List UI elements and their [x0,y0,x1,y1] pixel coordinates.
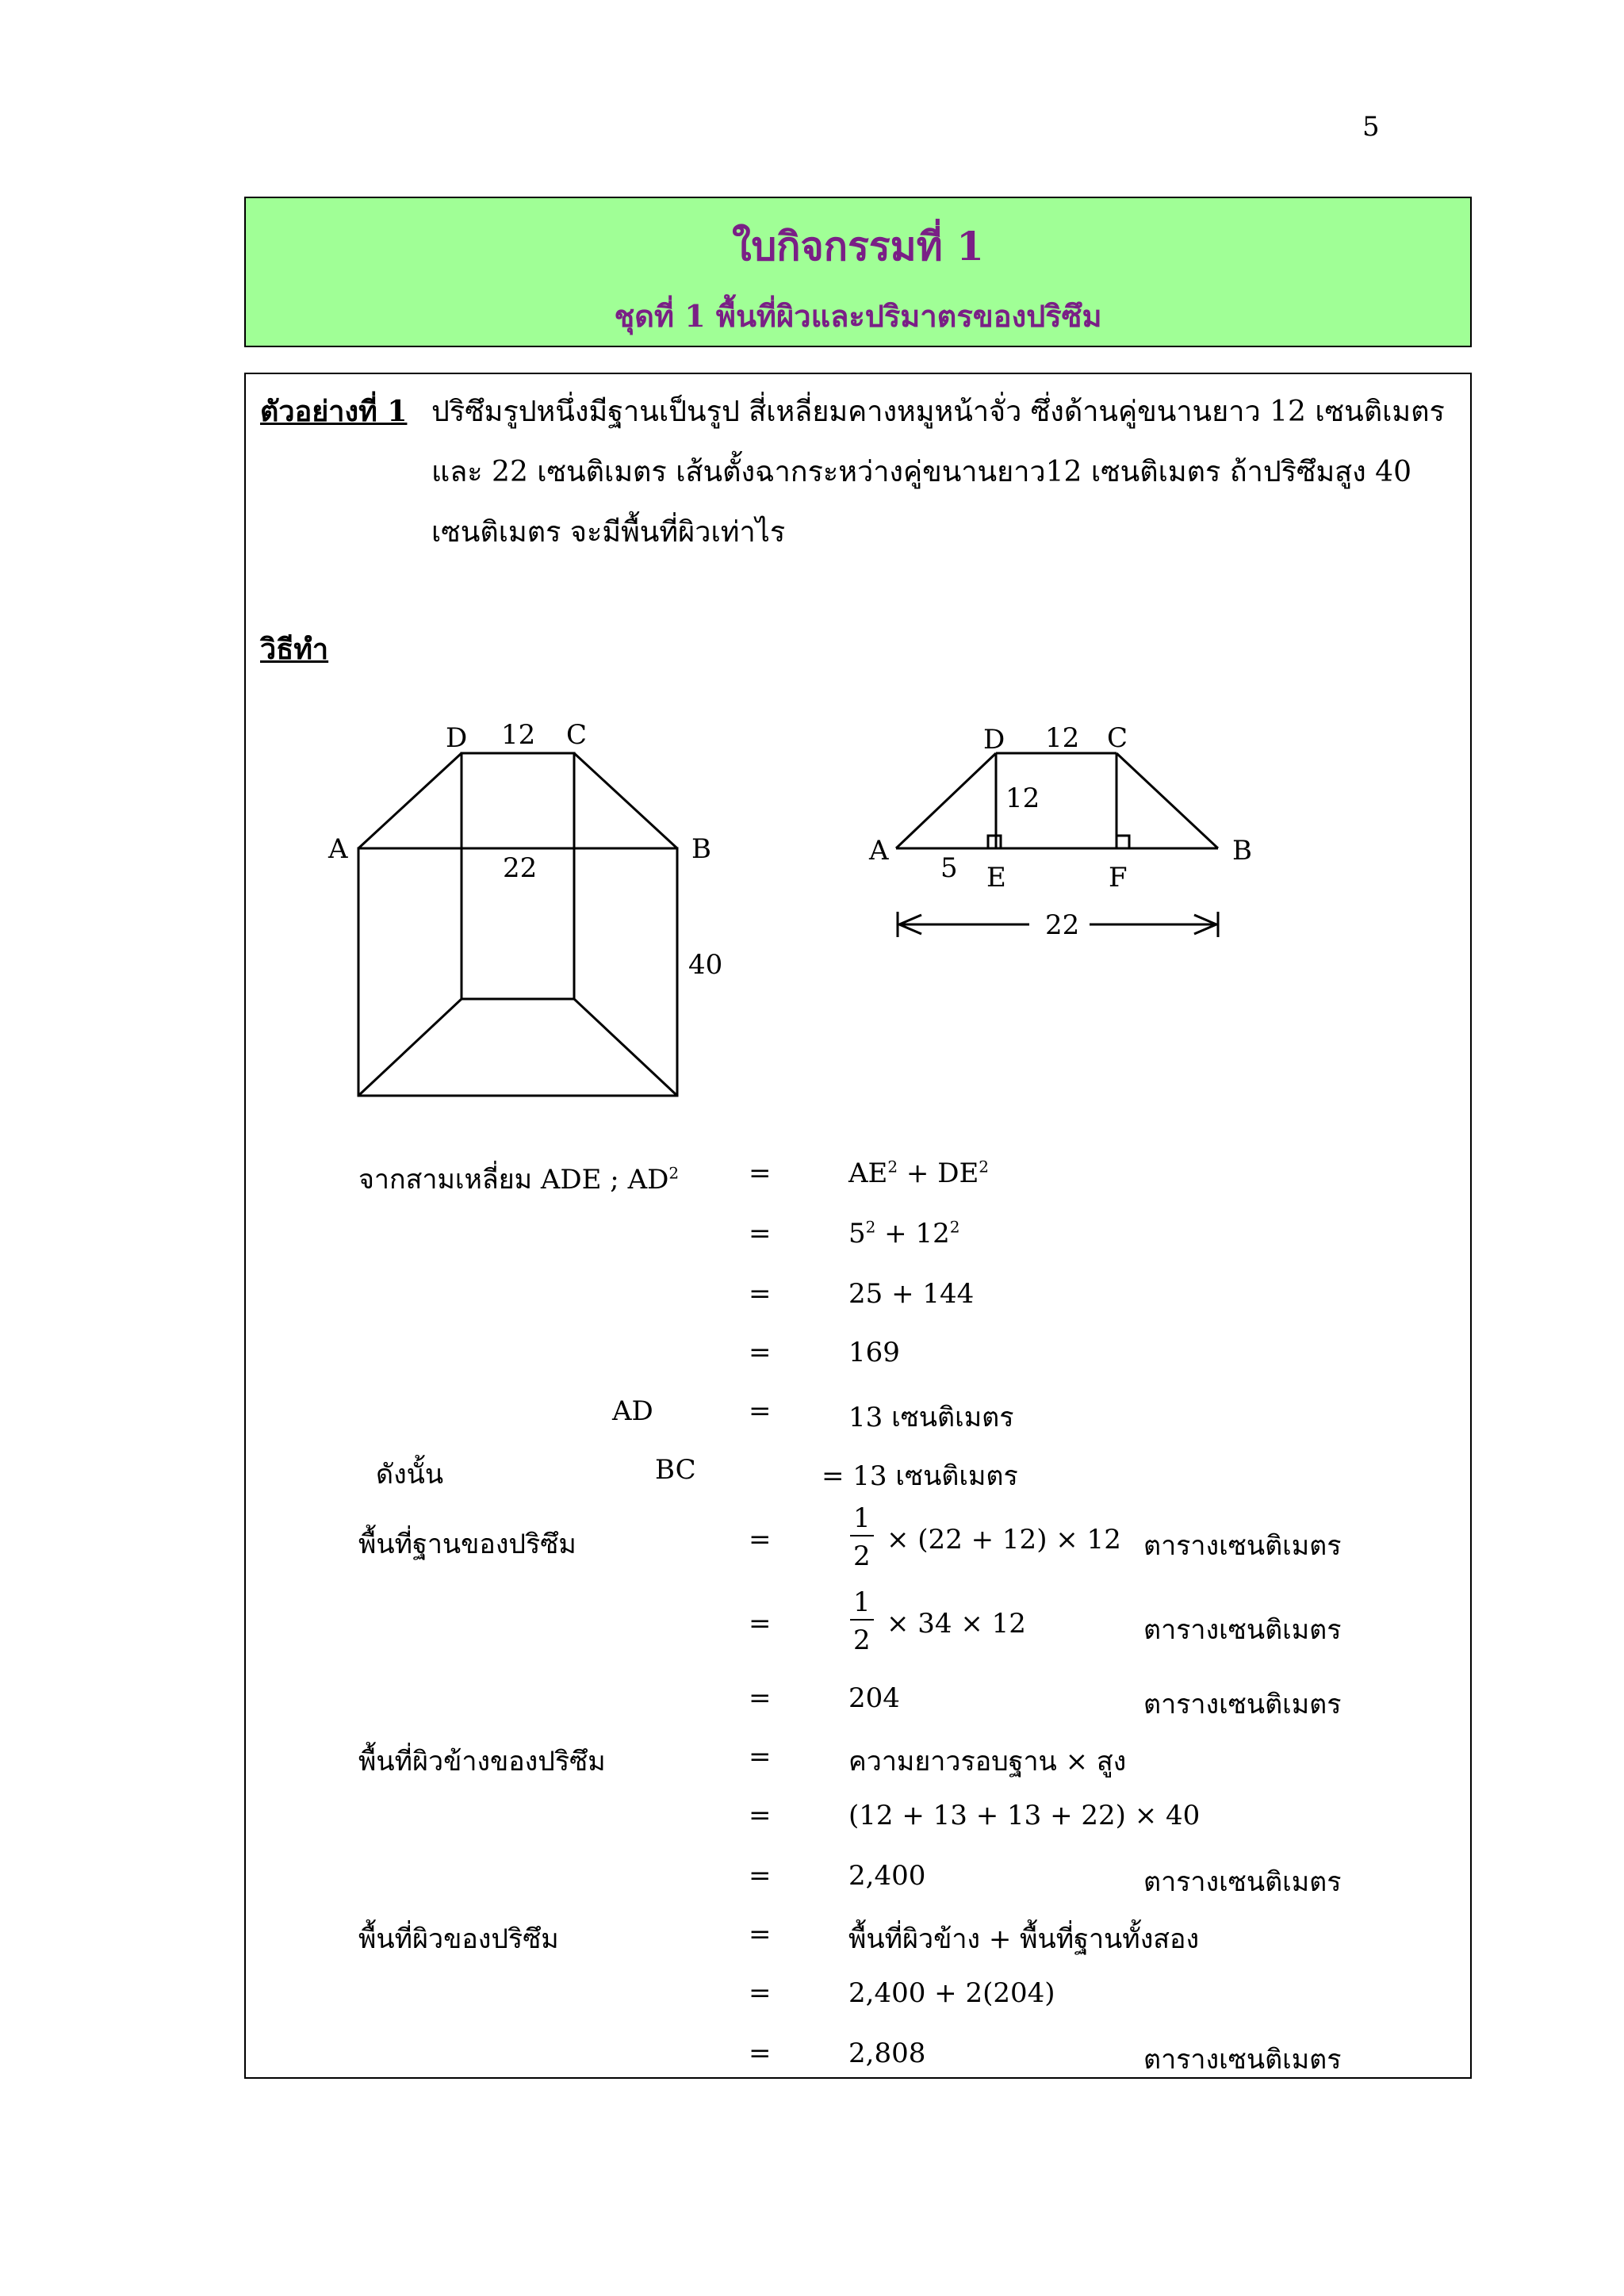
figures [0,0,1624,1126]
equals-3: = [749,1278,772,1310]
triangle-label: จากสามเหลี่ยม ADE ; $AD^2$ [358,1163,680,1196]
fraction-half-2: $\frac{1}{2}$ [850,1589,874,1654]
step-8: × 34 × 12 [887,1608,1026,1640]
trap-label-ae: 5 [940,852,958,884]
equals-8: = [749,1608,772,1640]
step-6: = 13 เซนติเมตร [822,1460,1018,1492]
step-13: พื้นที่ผิวข้าง + พื้นที่ฐานทั้งสอง [848,1923,1200,1955]
equals-12: = [749,1860,772,1892]
step-4: 169 [848,1337,900,1368]
equals-11: = [749,1800,772,1831]
equals-13: = [749,1919,772,1950]
unit-5: ตารางเซนติเมตร [1143,2044,1342,2076]
step-10: ความยาวรอบฐาน × สูง [848,1746,1127,1777]
step-5: 13 เซนติเมตร [848,1402,1014,1433]
trap-edge-bc [1116,753,1218,848]
step-14: 2,400 + 2(204) [848,1977,1055,2009]
equals-1: = [749,1158,772,1189]
step-2: $5^2 + 12^2$ [848,1217,960,1249]
therefore-label: ดังนั้น [376,1459,444,1490]
prism-label-bottom: 22 [503,852,538,884]
equals-4: = [749,1337,772,1368]
unit-1: ตารางเซนติเมตร [1143,1530,1342,1562]
base-area-label: พื้นที่ฐานของปริซึม [358,1529,576,1560]
prism-label-c: C [566,719,588,751]
surface-area-label: พื้นที่ผิวของปริซึม [358,1923,559,1955]
activity-title: ใบกิจกรรมที่ 1 [732,223,984,270]
trap-label-e: E [986,862,1006,894]
trap-label-f: F [1109,862,1128,894]
step-3: 25 + 144 [848,1278,975,1310]
problem-line-1: ปริซึมรูปหนึ่งมีฐานเป็นรูป สี่เหลี่ยมคางหมูหน้าจั่ว ซึ่งด้านคู่ขนานยาว 12 เซนติเมตร [431,396,1445,428]
equals-2: = [749,1218,772,1249]
equals-5: = [749,1395,772,1427]
equals-7: = [749,1524,772,1556]
prism-front-face [358,848,677,1096]
step-9: 204 [848,1682,900,1714]
prism-edge-ad [358,753,462,848]
prism-label-a: A [328,833,348,865]
problem-line-2: และ 22 เซนติเมตร เส้นตั้งฉากระหว่างคู่ขนานยาว12 เซนติเมตร ถ้าปริซึมสูง 40 [431,456,1411,488]
fraction-half-1: $\frac{1}{2}$ [850,1505,874,1570]
prism-edge-bc [574,753,677,848]
bc-label: BC [655,1454,696,1486]
step-1: $AE^2 + DE^2$ [848,1157,990,1189]
equals-9: = [749,1682,772,1714]
lateral-area-label: พื้นที่ผิวข้างของปริซึม [358,1746,606,1777]
problem-line-3: เซนติเมตร จะมีพื้นที่ผิวเท่าไร [431,516,786,549]
equals-10: = [749,1741,772,1773]
method-label: วิธีทำ [260,633,329,666]
trap-label-b: B [1232,835,1252,867]
prism-label-d: D [446,722,468,754]
trap-edge-ad [896,753,996,848]
prism-label-b: B [691,833,711,865]
step-12: 2,400 [848,1860,926,1892]
prism-figure [358,753,677,1096]
trap-label-d: D [983,724,1005,756]
page-number: 5 [1362,111,1380,143]
step-11: (12 + 13 + 13 + 22) × 40 [848,1800,1201,1831]
trap-label-a: A [869,835,889,867]
prism-bottom-right [574,999,677,1096]
trap-label-top: 12 [1045,722,1080,754]
trap-label-height: 12 [1005,783,1040,814]
unit-3: ตารางเซนติเมตร [1143,1689,1342,1720]
activity-subtitle: ชุดที่ 1 พื้นที่ผิวและปริมาตรของปริซึม [614,298,1102,334]
example-label: ตัวอย่างที่ 1 [260,395,408,428]
step-15: 2,808 [848,2038,926,2069]
trap-label-c: C [1107,722,1128,754]
prism-label-height: 40 [688,949,723,981]
right-angle-e [988,836,1001,848]
equals-14: = [749,1977,772,2009]
step-7: × (22 + 12) × 12 [887,1524,1121,1556]
ad-label: AD [612,1395,653,1427]
prism-bottom-left [358,999,462,1096]
equals-15: = [749,2038,772,2069]
unit-4: ตารางเซนติเมตร [1143,1866,1342,1898]
trap-label-base: 22 [1045,909,1080,941]
unit-2: ตารางเซนติเมตร [1143,1614,1342,1646]
prism-label-top: 12 [501,719,536,751]
right-angle-f [1116,836,1129,848]
